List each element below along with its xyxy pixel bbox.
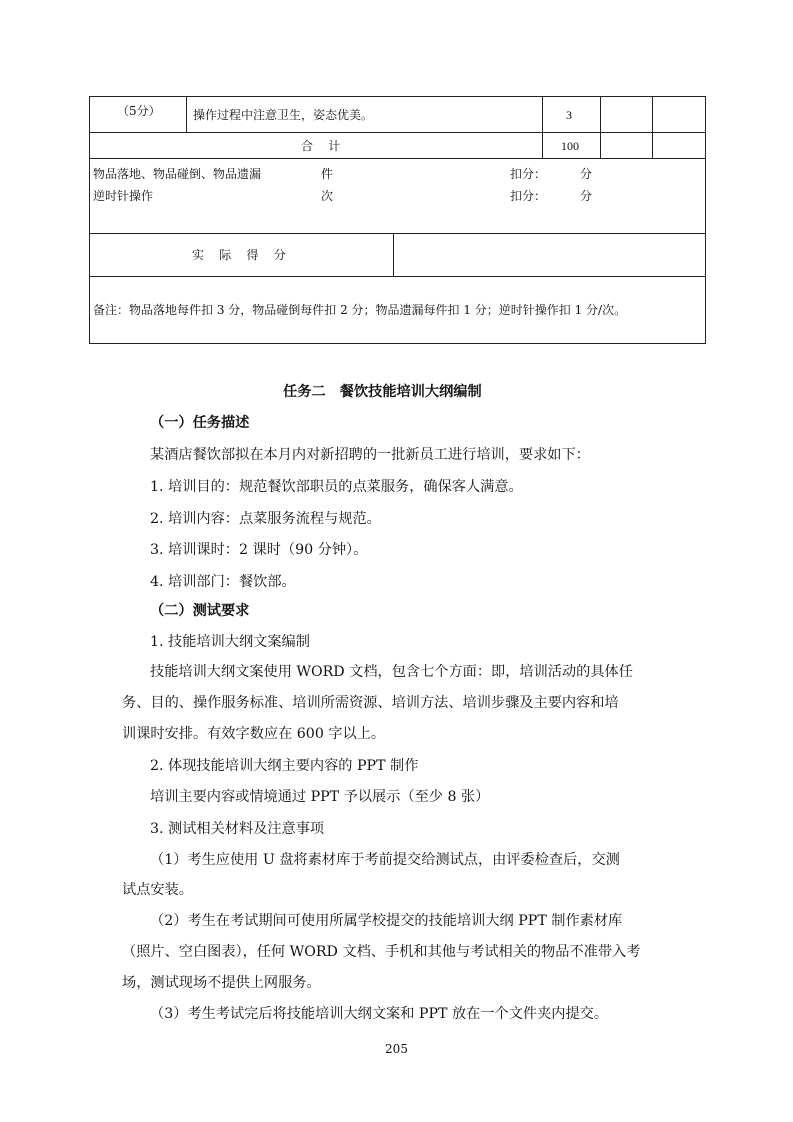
actual-score-label: 实 际 得 分	[192, 248, 286, 262]
total-label: 合 计	[301, 139, 341, 153]
deduction-item: 物品落地、物品碰倒、物品遗漏	[93, 167, 262, 181]
section-heading: （一）任务描述	[150, 415, 250, 431]
paragraph-line: （2）考生在考试期间可使用所属学校提交的技能培训大纲 PPT 制作素材库	[150, 913, 623, 929]
list-item: 1. 培训目的：规范餐饮部职员的点菜服务，确保客人满意。	[150, 479, 523, 495]
paragraph-line: （1）考生应使用 U 盘将素材库于考前提交给测试点，由评委检查后，交测	[150, 852, 620, 868]
paragraph-line: 培训主要内容或情境通过 PPT 予以展示（至少 8 张）	[150, 789, 490, 805]
criterion-score: 3	[566, 108, 572, 122]
paragraph-line: 训课时安排。有效字数应在 600 字以上。	[122, 726, 386, 742]
list-item: 2. 培训内容：点菜服务流程与规范。	[150, 511, 381, 527]
total-score: 100	[561, 139, 579, 153]
paragraph-line: （3）考生考试完后将技能培训大纲文案和 PPT 放在一个文件夹内提交。	[150, 1006, 609, 1022]
deduction-unit: 件	[321, 167, 334, 181]
scoring-table	[89, 96, 706, 344]
deduction-unit: 次	[321, 189, 334, 203]
deduction-label: 扣分：	[510, 189, 547, 203]
list-item: 4. 培训部门：餐饮部。	[150, 574, 296, 590]
requirement-title: 3. 测试相关材料及注意事项	[150, 821, 325, 837]
section-score-cell: （5分）	[117, 104, 161, 118]
deduction-item: 逆时针操作	[93, 189, 154, 203]
requirement-title: 1. 技能培训大纲文案编制	[150, 634, 310, 650]
deduction-points-unit: 分	[580, 167, 593, 181]
paragraph-line: 务、目的、操作服务标准、培训所需资源、培训方法、培训步骤及主要内容和培	[122, 695, 619, 711]
deduction-label: 扣分：	[510, 167, 547, 181]
paragraph-line: 场，测试现场不提供上网服务。	[122, 975, 321, 991]
paragraph-line: 技能培训大纲文案使用 WORD 文档，包含七个方面：即，培训活动的具体任	[150, 664, 633, 680]
deduction-points-unit: 分	[580, 189, 593, 203]
table-note: 备注：物品落地每件扣 3 分，物品碰倒每件扣 2 分；物品遗漏每件扣 1 分；逆时针操作扣 1 分/次。	[93, 303, 627, 317]
paragraph-line: 试点安装。	[122, 882, 193, 898]
section-heading: （二）测试要求	[150, 603, 250, 619]
page-number: 205	[385, 1042, 408, 1056]
criterion-text: 操作过程中注意卫生，姿态优美。	[193, 108, 374, 122]
list-item: 3. 培训课时：2 课时（90 分钟）。	[150, 542, 368, 558]
intro-paragraph: 某酒店餐饮部拟在本月内对新招聘的一批新员工进行培训，要求如下：	[150, 447, 590, 463]
requirement-title: 2. 体现技能培训大纲主要内容的 PPT 制作	[150, 758, 419, 774]
task-title: 任务二 餐饮技能培训大纲编制	[283, 384, 482, 400]
paragraph-line: （照片、空白图表），任何 WORD 文档、手机和其他与考试相关的物品不准带入考	[122, 944, 641, 960]
